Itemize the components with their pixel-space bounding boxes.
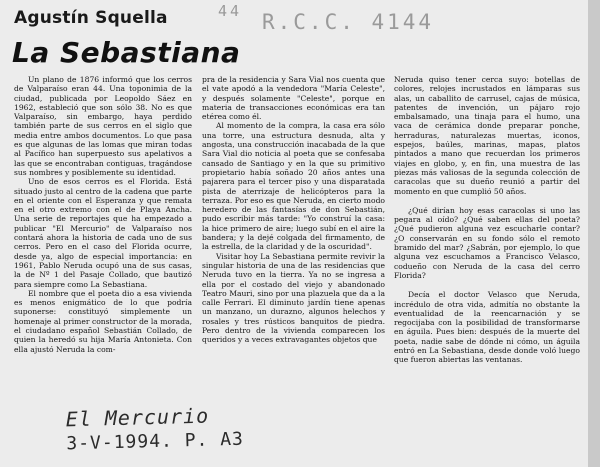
paragraph: Uno de esos cerros es el Florida. Está situado justo al centro de la cadena que parte en el oriente con el Esperanza y que remata en el otro extremo con el de Playa Ancha. Una serie de reportajes que ha empezado a publicar "El Mercurio" de Valparaíso nos contará ahora la historia de cada uno de sus cerros. Pero en el caso del Florida ocurre, desde ya, algo de especial importancia: en 1961, Pablo Neruda ocupó una de sus casas, la de Nº 1 del Pasaje Collado, que bautizó para siempre como La Sebastiana.	[14, 177, 192, 289]
paragraph: Un plano de 1876 informó que los cerros de Valparaíso eran 44. Una toponimia de la ciudad, publicada por Leopoldo Sáez en 1962, estableció que son sólo 38. No es que Valparaíso, sin embargo, haya perdido también parte de sus cerros en el siglo que media entre ambos documentos. Lo que pasa es que algunas de las lomas que miran todas al Pacífico han superpuesto sus apelativos a las que se encontraban contiguas, tragándose sus nombres y posiblemente su identidad.	[14, 75, 192, 177]
author-name: Agustín Squella	[14, 8, 168, 28]
handwritten-source: El Mercurio	[65, 403, 210, 432]
paragraph: pra de la residencia y Sara Vial nos cuenta que el vate apodó a la vendedora "María Celeste", y después solamente "Celeste", porque en materia de transacciones económicas era tan etérea como él.	[202, 75, 385, 122]
paragraph: Decía el doctor Velasco que Neruda, incrédulo de otra vida, admitía no obstante la eventualidad de la reencarnación y se regocijaba con la posibilidad de transformarse en águila. Pues bien: después de la muerte del poeta, nadie sabe de dónde ni cómo, un águila entró en La Sebastiana, desde donde voló luego que fueron abiertas las ventanas.	[394, 290, 580, 365]
paragraph: ¿Qué dirían hoy esas caracolas si uno las pegara al oído? ¿Qué saben ellas del poeta? ¿Qué pudieron alguna vez escucharle contar? ¿O conservarán en su fondo sólo el remoto bramido del mar? ¿Sabrán, por ejemplo, lo que alguna vez escuchamos a Francisco Velasco, codueño con Neruda de la casa del cerro Florida?	[394, 205, 580, 280]
pencil-catalog-reference: R.C.C. 4144	[262, 10, 435, 34]
paragraph: Neruda quiso tener cerca suyo: botellas de colores, relojes incrustados en lámparas sus alas, un caballito de carrusel, cajas de música, patentes de invención, un pájaro rojo embalsamado, una tinaja para el humo, una vaca de cerámica donde preparar ponche, herraduras, naturalezas muertas, iconos, espejos, baúles, marinas, mapas, platos pintados a mano que recuerdan los primeros viajes en globo, y, en fin, una muestra de las piezas más valiosas de la segunda colección de caracolas que su dueño reunió a partir del momento en que cumplió 50 años.	[394, 75, 580, 196]
text-column-1	[14, 75, 192, 405]
text-column-3	[394, 75, 580, 395]
article-title: La Sebastiana	[12, 36, 241, 69]
paragraph: Visitar hoy La Sebastiana permite revivir la singular historia de una de las residencias que Neruda tuvo en la tierra. Ya no se ingresa a ella por el costado del viejo y abandonado Teatro Mauri, sino por una plazuela que da a la calle Ferrari. El diminuto jardín tiene apenas un manzano, un durazno, algunos helechos y rosales y tres rústicos banquitos de piedra. Pero dentro de la vivienda comparecen los queridos y a veces extravagantes objetos que	[202, 251, 385, 345]
paragraph: Al momento de la compra, la casa era sólo una torre, una estructura desnuda, alta y angosta, una construcción inacabada de la que Sara Vial dio noticia al poeta que se confesaba cansado de Santiago y en la que su primitivo propietario había soñado 20 años antes una pajarera para el tercer piso y una disparatada pista de aterrizaje de helicópteros para la terraza. Por eso es que Neruda, en cierto modo heredero de las fantasías de don Sebastián, pudo escribir más tarde: "Yo construí la casa: la hice primero de aire; luego subí en el aire la bandera; y la dejé colgada del firmamento, de la estrella, de la claridad y de la oscuridad".	[202, 121, 385, 252]
paragraph: El nombre que el poeta dio a esa vivienda es menos enigmático de lo que podría suponerse: constituyó simplemente un homenaje al primer constructor de la morada, el ciudadano español Sebastián Collado, de quien la heredó su hija María Antonieta. Con ella ajustó Neruda la com-	[14, 288, 192, 354]
handwritten-annotation	[65, 403, 244, 455]
pencil-number: 44	[218, 2, 243, 20]
text-column-2	[202, 75, 385, 405]
scan-edge	[588, 0, 600, 467]
handwritten-date-page: 3-V-1994. P. A3	[66, 428, 245, 455]
